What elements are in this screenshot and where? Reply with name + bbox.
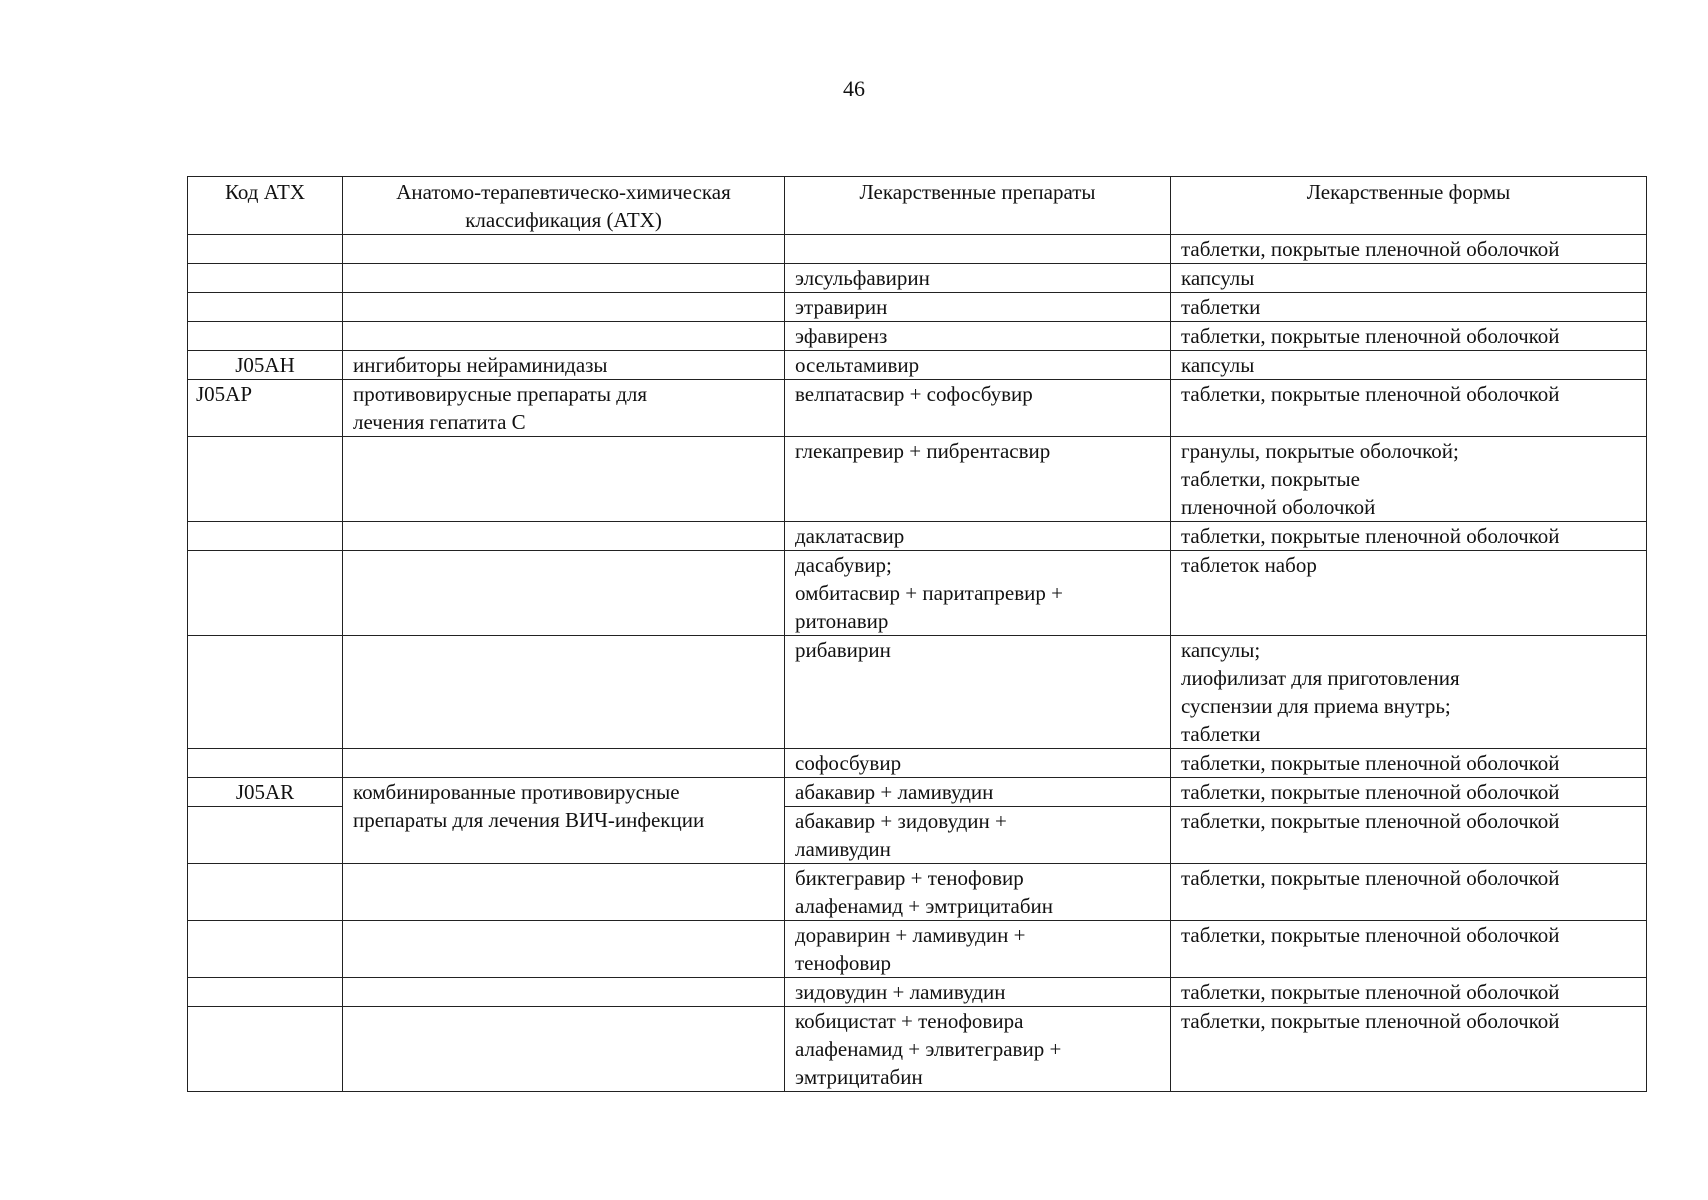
table-header-row	[188, 177, 1647, 235]
cell-code: J05AH	[188, 351, 343, 380]
cell-classification	[343, 749, 785, 778]
cell-form: таблетки, покрытые пленочной оболочкой	[1171, 235, 1647, 264]
table-row	[188, 749, 1647, 778]
cell-drug: эфавиренз	[785, 322, 1171, 351]
cell-form: капсулы	[1171, 351, 1647, 380]
cell-form: таблетки, покрытые пленочной оболочкой	[1171, 921, 1647, 978]
table-row	[188, 778, 1647, 807]
cell-drug: абакавир + зидовудин + ламивудин	[785, 807, 1171, 864]
cell-code	[188, 1007, 343, 1092]
cell-classification	[343, 864, 785, 921]
cell-form: таблетки, покрытые пленочной оболочкой	[1171, 322, 1647, 351]
cell-form: таблетки, покрытые пленочной оболочкой	[1171, 1007, 1647, 1092]
cell-code	[188, 551, 343, 636]
cell-code	[188, 264, 343, 293]
cell-code: J05AR	[188, 778, 343, 807]
cell-form: таблетки, покрытые пленочной оболочкой	[1171, 749, 1647, 778]
cell-classification: противовирусные препараты для лечения гепатита С	[343, 380, 785, 437]
cell-drug: дасабувир; омбитасвир + паритапревир + ритонавир	[785, 551, 1171, 636]
cell-classification	[343, 522, 785, 551]
cell-form: таблетки, покрытые пленочной оболочкой	[1171, 380, 1647, 437]
cell-classification	[343, 551, 785, 636]
cell-code	[188, 293, 343, 322]
cell-classification	[343, 1007, 785, 1092]
table-row	[188, 978, 1647, 1007]
cell-code	[188, 807, 343, 864]
cell-code	[188, 921, 343, 978]
cell-code	[188, 749, 343, 778]
cell-code	[188, 437, 343, 522]
table-row	[188, 864, 1647, 921]
table-row	[188, 921, 1647, 978]
cell-classification: ингибиторы нейраминидазы	[343, 351, 785, 380]
table-row	[188, 522, 1647, 551]
table-row	[188, 322, 1647, 351]
table-row	[188, 380, 1647, 437]
cell-code: J05AP	[188, 380, 343, 437]
table-row	[188, 1007, 1647, 1092]
cell-form: таблетки	[1171, 293, 1647, 322]
cell-drug: глекапревир + пибрентасвир	[785, 437, 1171, 522]
cell-drug: зидовудин + ламивудин	[785, 978, 1171, 1007]
header-dosage-forms: Лекарственные формы	[1171, 177, 1647, 235]
cell-drug: осельтамивир	[785, 351, 1171, 380]
cell-classification	[343, 293, 785, 322]
cell-code	[188, 522, 343, 551]
table-row	[188, 264, 1647, 293]
cell-drug: рибавирин	[785, 636, 1171, 749]
header-atx-classification: Анатомо-терапевтическо-химическая классификация (АТХ)	[343, 177, 785, 235]
cell-classification	[343, 978, 785, 1007]
cell-form: таблетки, покрытые пленочной оболочкой	[1171, 778, 1647, 807]
cell-drug	[785, 235, 1171, 264]
cell-drug: элсульфавирин	[785, 264, 1171, 293]
table-row	[188, 437, 1647, 522]
drug-classification-table	[187, 176, 1647, 1092]
table-row	[188, 351, 1647, 380]
cell-drug: абакавир + ламивудин	[785, 778, 1171, 807]
cell-drug: биктегравир + тенофовир алафенамид + эмтрицитабин	[785, 864, 1171, 921]
cell-form: таблеток набор	[1171, 551, 1647, 636]
cell-classification: комбинированные противовирусные препараты для лечения ВИЧ-инфекции	[343, 778, 785, 864]
cell-drug: доравирин + ламивудин + тенофовир	[785, 921, 1171, 978]
cell-drug: этравирин	[785, 293, 1171, 322]
cell-classification	[343, 921, 785, 978]
table-row	[188, 235, 1647, 264]
cell-classification	[343, 322, 785, 351]
cell-classification	[343, 235, 785, 264]
cell-drug: кобицистат + тенофовира алафенамид + элвитегравир + эмтрицитабин	[785, 1007, 1171, 1092]
page-number: 46	[843, 76, 865, 101]
table-row	[188, 293, 1647, 322]
cell-code	[188, 322, 343, 351]
header-atx-code: Код АТХ	[188, 177, 343, 235]
cell-code	[188, 864, 343, 921]
cell-classification	[343, 437, 785, 522]
cell-form: таблетки, покрытые пленочной оболочкой	[1171, 864, 1647, 921]
table-row	[188, 551, 1647, 636]
header-drugs: Лекарственные препараты	[785, 177, 1171, 235]
cell-form: капсулы	[1171, 264, 1647, 293]
cell-form: таблетки, покрытые пленочной оболочкой	[1171, 522, 1647, 551]
cell-drug: софосбувир	[785, 749, 1171, 778]
table-row	[188, 636, 1647, 749]
cell-classification	[343, 264, 785, 293]
cell-drug: велпатасвир + софосбувир	[785, 380, 1171, 437]
cell-form: гранулы, покрытые оболочкой; таблетки, покрытые пленочной оболочкой	[1171, 437, 1647, 522]
cell-code	[188, 978, 343, 1007]
cell-form: капсулы; лиофилизат для приготовления суспензии для приема внутрь; таблетки	[1171, 636, 1647, 749]
cell-classification	[343, 636, 785, 749]
cell-drug: даклатасвир	[785, 522, 1171, 551]
cell-form: таблетки, покрытые пленочной оболочкой	[1171, 978, 1647, 1007]
cell-code	[188, 235, 343, 264]
cell-form: таблетки, покрытые пленочной оболочкой	[1171, 807, 1647, 864]
cell-code	[188, 636, 343, 749]
